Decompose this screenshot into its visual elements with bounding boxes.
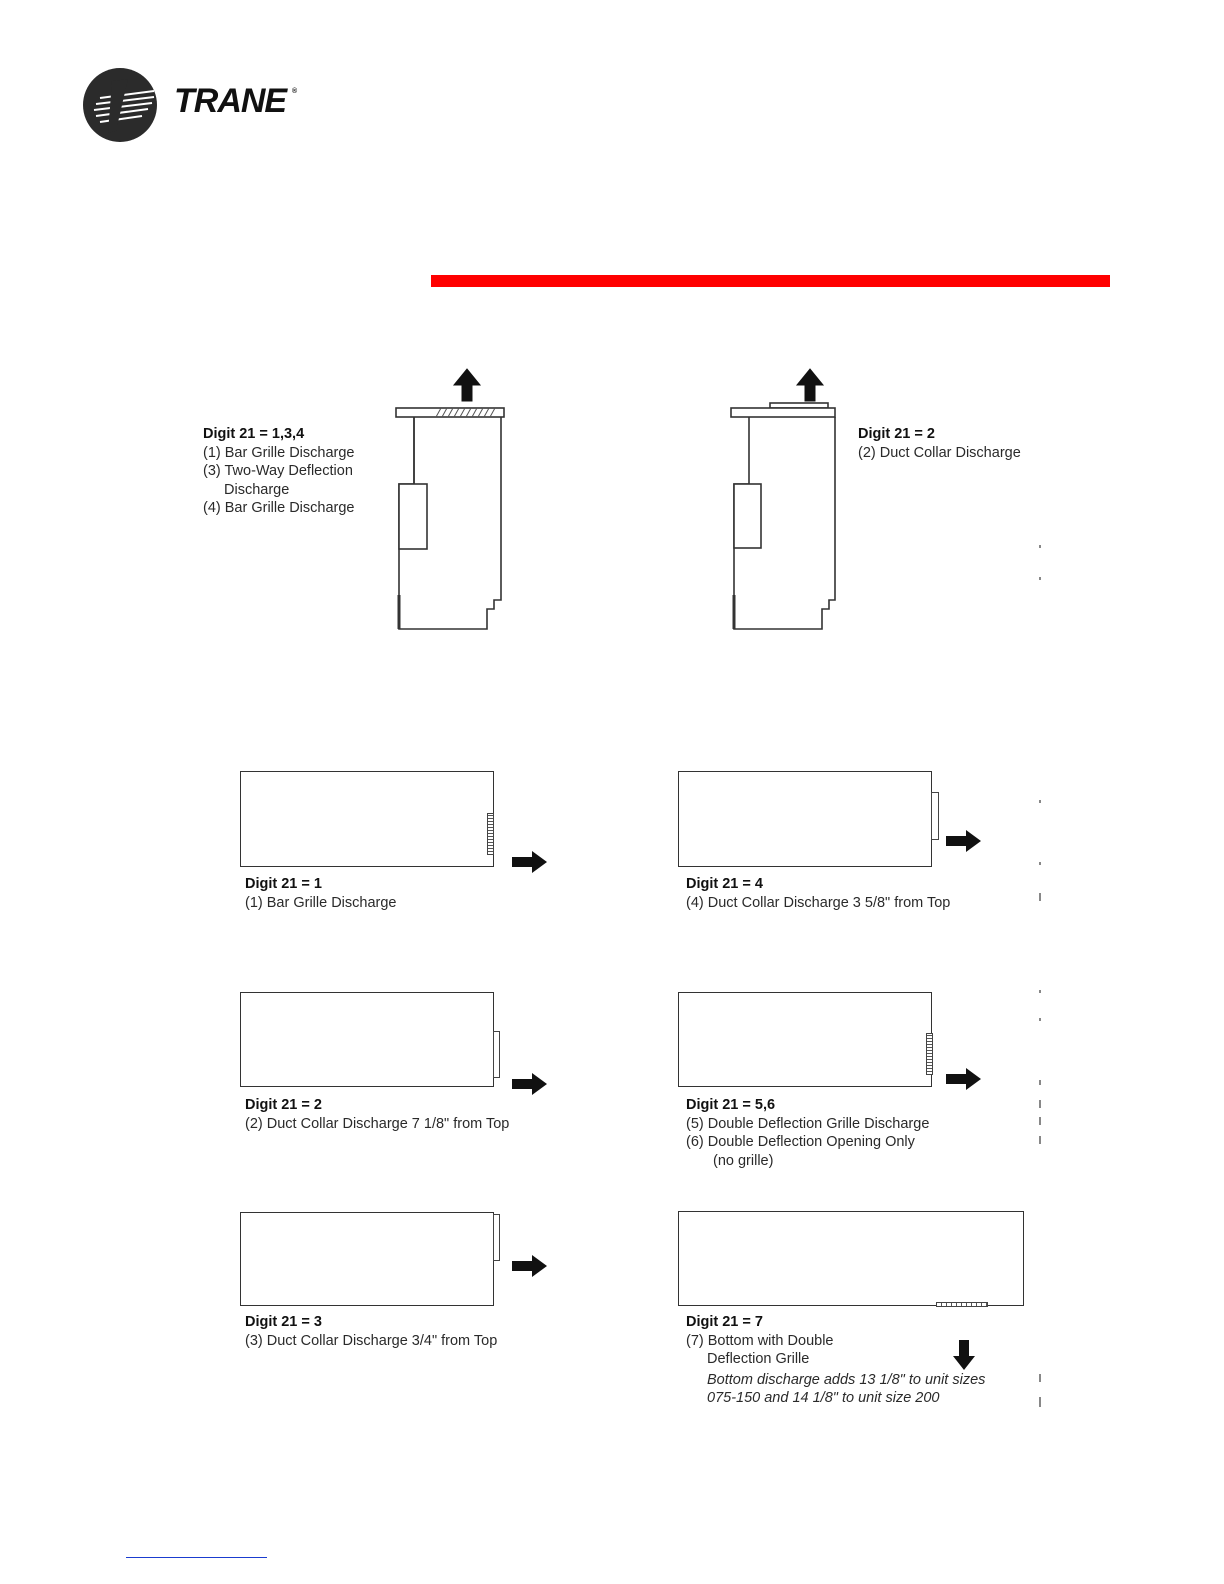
duct-collar bbox=[493, 1214, 500, 1261]
footer-link-underline[interactable] bbox=[126, 1557, 267, 1558]
side-view-1-drawing bbox=[396, 369, 504, 629]
front-view-4-caption bbox=[686, 875, 950, 912]
caption-line: (6) Double Deflection Opening Only bbox=[686, 1134, 915, 1150]
duct-collar bbox=[493, 1031, 500, 1078]
up-arrow-icon-2 bbox=[797, 369, 823, 401]
front-view-unit-4 bbox=[678, 771, 932, 867]
double-deflection-grille bbox=[926, 1033, 933, 1075]
front-view-unit-2 bbox=[240, 992, 494, 1087]
caption-line: Deflection Grille bbox=[707, 1351, 810, 1367]
duct-collar bbox=[931, 792, 939, 840]
caption-line: (2) Duct Collar Discharge 7 1/8" from Top bbox=[245, 1115, 510, 1132]
caption-title: Digit 21 = 2 bbox=[245, 1097, 322, 1113]
scan-mark bbox=[1039, 1397, 1041, 1407]
scan-mark bbox=[1039, 1018, 1041, 1021]
caption-line: (3) Two-Way Deflection bbox=[203, 463, 353, 479]
scan-mark bbox=[1039, 1117, 1041, 1125]
right-arrow-icon bbox=[946, 830, 982, 852]
front-view-5-6-caption bbox=[686, 1096, 929, 1170]
scan-mark bbox=[1039, 1080, 1041, 1085]
caption-title: Digit 21 = 3 bbox=[245, 1314, 322, 1330]
caption-line: (4) Bar Grille Discharge bbox=[203, 500, 355, 516]
side-view-2-caption bbox=[858, 425, 1021, 462]
front-view-3-caption bbox=[245, 1313, 497, 1350]
caption-title: Digit 21 = 7 bbox=[686, 1314, 763, 1330]
registered-mark: ® bbox=[292, 88, 298, 95]
bottom-deflection-grille bbox=[936, 1302, 988, 1307]
front-view-unit-5-6 bbox=[678, 992, 932, 1087]
scan-mark bbox=[1039, 990, 1041, 993]
scan-mark bbox=[1039, 862, 1041, 865]
right-arrow-icon bbox=[512, 1255, 548, 1277]
front-view-unit-3 bbox=[240, 1212, 494, 1306]
scan-mark bbox=[1039, 1100, 1041, 1108]
caption-title: Digit 21 = 1,3,4 bbox=[203, 426, 305, 442]
scan-mark bbox=[1039, 545, 1041, 548]
scan-mark bbox=[1039, 800, 1041, 803]
side-view-1-caption bbox=[203, 425, 355, 518]
caption-line: (1) Bar Grille Discharge bbox=[203, 444, 355, 461]
front-view-7-caption bbox=[686, 1313, 985, 1408]
brand-wordmark: TRANE bbox=[174, 82, 287, 120]
bar-grille bbox=[487, 813, 494, 855]
caption-line: (1) Bar Grille Discharge bbox=[245, 894, 397, 911]
up-arrow-icon-1 bbox=[454, 369, 480, 401]
caption-line: (4) Duct Collar Discharge 3 5/8" from Top bbox=[686, 894, 951, 911]
scan-mark bbox=[1039, 893, 1041, 901]
caption-line: (7) Bottom with Double bbox=[686, 1332, 834, 1349]
caption-line: (3) Duct Collar Discharge 3/4" from Top bbox=[245, 1332, 498, 1349]
scan-mark bbox=[1039, 1374, 1041, 1382]
front-view-2-caption bbox=[245, 1096, 509, 1133]
caption-line: (2) Duct Collar Discharge bbox=[858, 444, 1021, 461]
caption-note-line: Bottom discharge adds 13 1/8" to unit sizes bbox=[707, 1371, 986, 1388]
caption-line: Discharge bbox=[224, 481, 290, 498]
caption-title: Digit 21 = 5,6 bbox=[686, 1097, 776, 1113]
caption-title: Digit 21 = 4 bbox=[686, 876, 763, 892]
right-arrow-icon bbox=[946, 1068, 982, 1090]
right-arrow-icon bbox=[512, 1073, 548, 1095]
front-view-1-caption bbox=[245, 875, 397, 912]
caption-line: (no grille) bbox=[713, 1152, 774, 1169]
caption-line: (5) Double Deflection Grille Discharge bbox=[686, 1115, 930, 1132]
side-view-drawings bbox=[0, 0, 1224, 700]
caption-note-line: 075-150 and 14 1/8" to unit size 200 bbox=[707, 1390, 940, 1406]
front-view-unit-7 bbox=[678, 1211, 1024, 1306]
side-view-2-drawing bbox=[731, 369, 835, 629]
scan-mark bbox=[1039, 1136, 1041, 1144]
scan-mark bbox=[1039, 577, 1041, 580]
caption-title: Digit 21 = 2 bbox=[858, 426, 935, 442]
right-arrow-icon bbox=[512, 851, 548, 873]
caption-title: Digit 21 = 1 bbox=[245, 876, 322, 892]
front-view-unit-1 bbox=[240, 771, 494, 867]
